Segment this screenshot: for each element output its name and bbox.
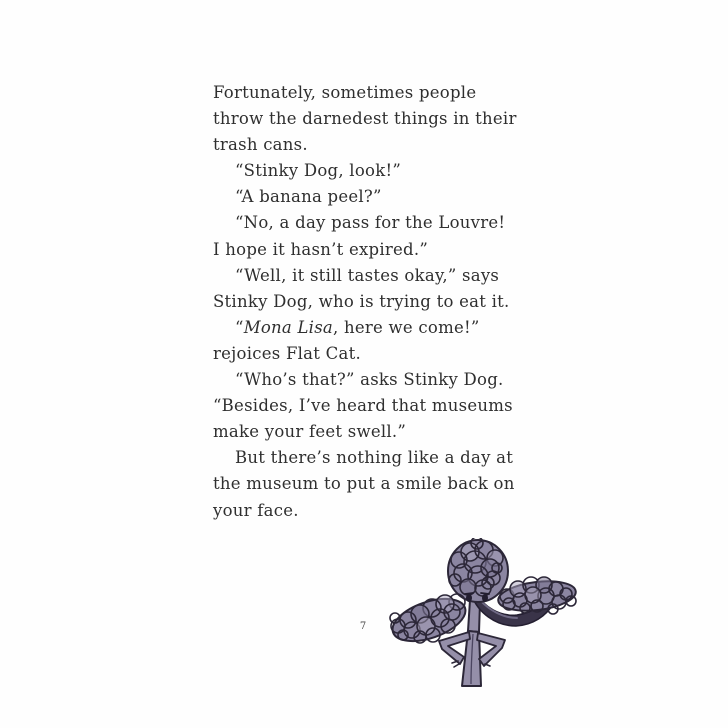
text-line: Stinky Dog, who is trying to eat it.	[213, 291, 510, 311]
text-line: “Stinky Dog, look!”	[235, 161, 402, 181]
text-line: Fortunately, sometimes people	[213, 83, 477, 102]
text-line: “Mona Lisa, here we come!”	[235, 317, 480, 337]
text-line: “Well, it still tastes okay,” says	[235, 265, 500, 285]
text-line: But there’s nothing like a day at	[235, 448, 514, 468]
text-line: rejoices Flat Cat.	[213, 343, 361, 363]
text-line: trash cans.	[213, 135, 308, 155]
text-line: make your feet swell.”	[213, 422, 407, 442]
stinky-dog-illustration	[385, 538, 585, 700]
text-line: I hope it hasn’t expired.”	[213, 239, 429, 259]
text-line: “Who’s that?” asks Stinky Dog.	[235, 370, 504, 390]
stinky-dog-head-scribble	[448, 538, 508, 602]
text-line: the museum to put a smile back on	[213, 474, 515, 494]
stink-cloud-right	[497, 577, 578, 615]
text-line: “No, a day pass for the Louvre!	[235, 213, 506, 233]
text-line: throw the darnedest things in their	[213, 109, 517, 129]
text-line: “Besides, I’ve heard that museums	[213, 396, 513, 416]
text-line: “A banana peel?”	[235, 187, 382, 207]
page-number: 7	[359, 621, 367, 632]
text-block	[213, 80, 533, 524]
text-line: your face.	[213, 500, 299, 520]
